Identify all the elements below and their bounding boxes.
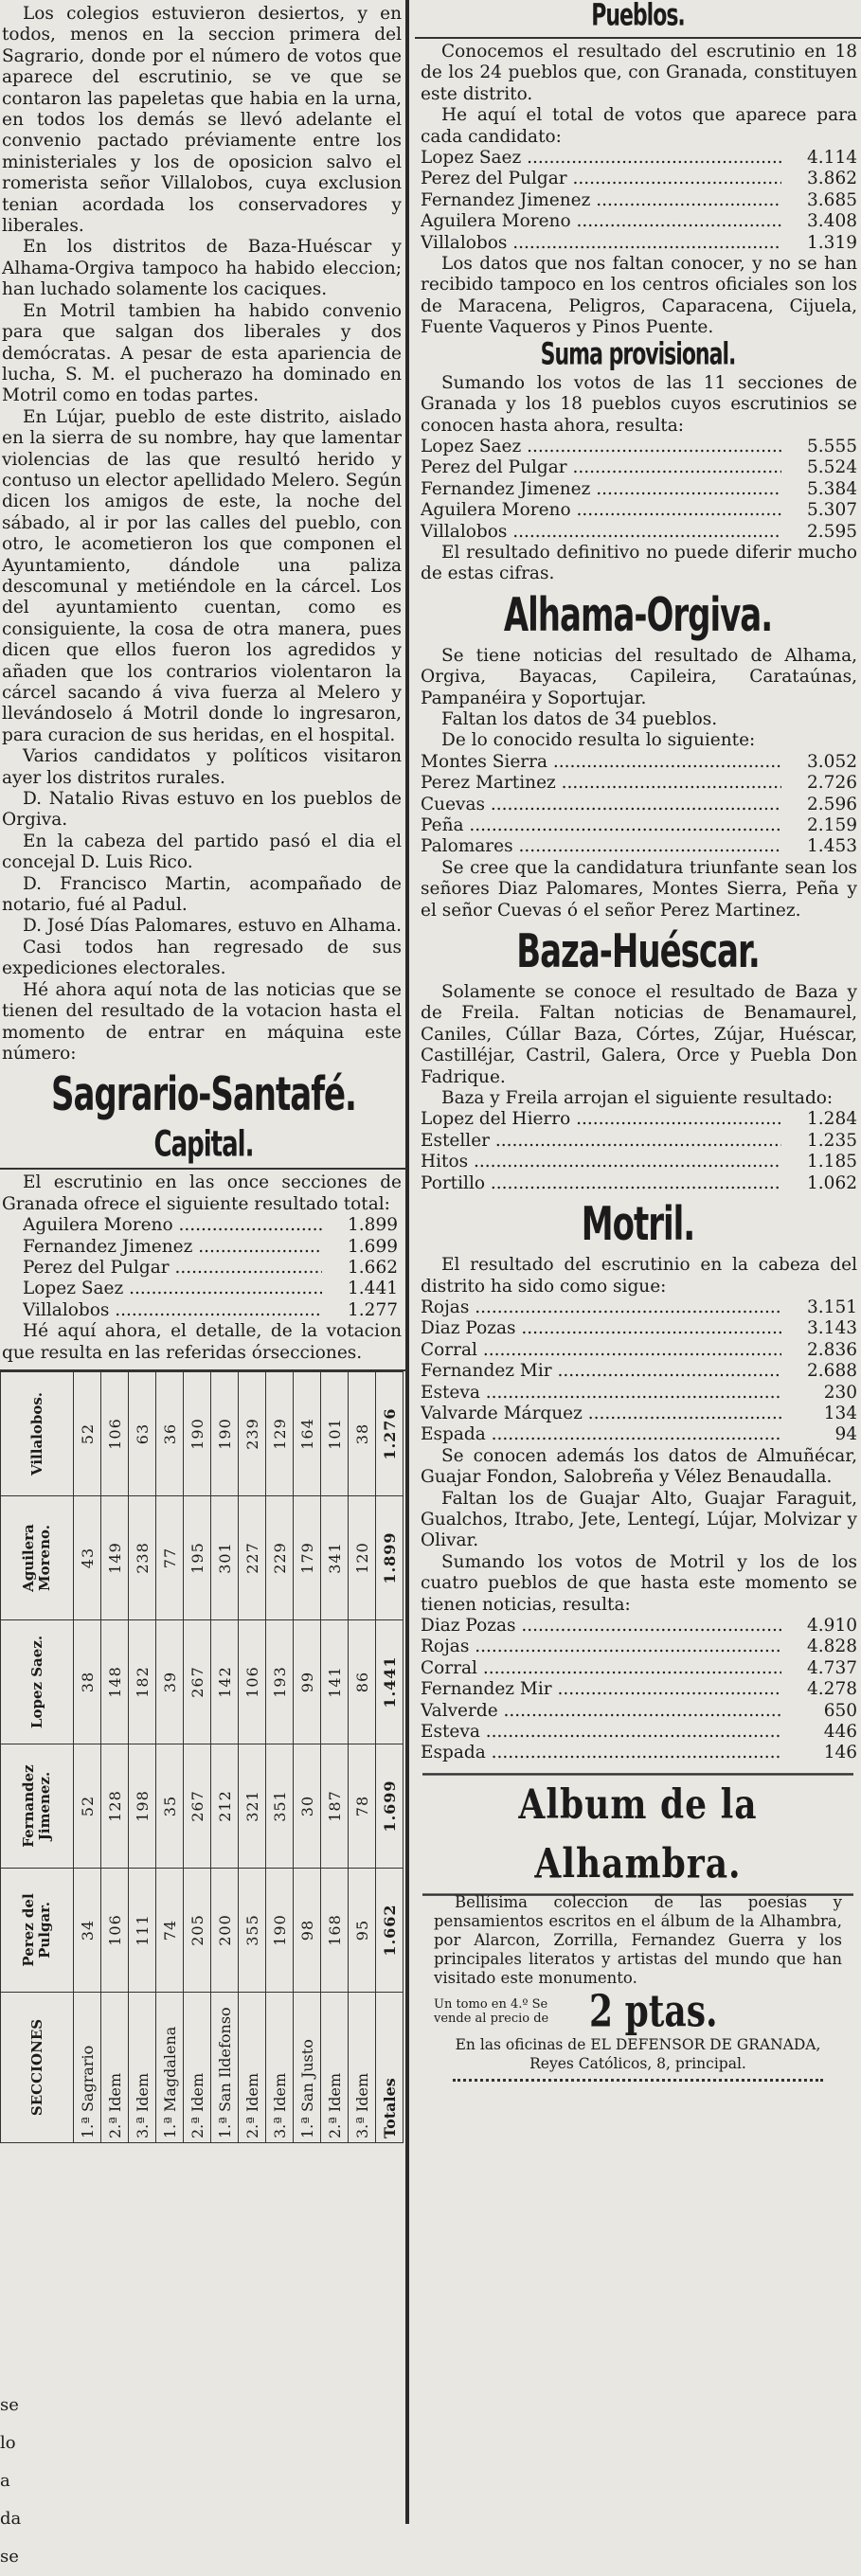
- vote-count: 3.408: [807, 211, 857, 232]
- vote-count: 4.114: [807, 148, 857, 169]
- vote-cell: 164: [294, 1371, 321, 1495]
- column-header: Aguilera Moreno.: [1, 1495, 74, 1619]
- vote-cell: 195: [184, 1495, 211, 1619]
- table-row: [349, 1371, 376, 2142]
- candidate-name: Rojas .....: [421, 1297, 781, 1318]
- table-row: [129, 1371, 156, 2142]
- vote-count: 1.284: [807, 1109, 857, 1130]
- vote-row: [415, 1424, 861, 1445]
- vote-count: 5.384: [807, 478, 857, 499]
- candidate-name: Fernandez Jimenez .....: [421, 479, 781, 500]
- vote-cell: 190: [184, 1371, 211, 1495]
- vote-row: [0, 1215, 407, 1236]
- vote-cell: 111: [129, 1868, 156, 1992]
- vote-count: 1.235: [807, 1130, 857, 1151]
- vote-row: [0, 1300, 407, 1321]
- vote-cell: 148: [101, 1619, 129, 1744]
- candidate-name: Aguilera Moreno .....: [23, 1215, 322, 1236]
- vote-count: 2.688: [807, 1361, 857, 1382]
- vote-row: [415, 836, 861, 857]
- total-cell: 1.441: [376, 1619, 404, 1744]
- vote-cell: 35: [156, 1744, 184, 1868]
- candidate-name: Diaz Pozas .....: [421, 1318, 781, 1339]
- ad-address: Reyes Católicos, 8, principal.: [529, 2054, 746, 2072]
- paragraph: Casi todos han regresado de sus expediciones electorales.: [2, 937, 402, 979]
- vote-cell: 205: [184, 1868, 211, 1992]
- vote-row: [415, 752, 861, 773]
- candidate-name: Diaz Pozas .....: [421, 1616, 781, 1637]
- candidate-name: Perez del Pulgar .....: [421, 169, 781, 189]
- paragraph: El resultado del escrutinio en la cabeza del distrito ha sido como sigue:: [421, 1255, 857, 1297]
- candidate-name: Aguilera Moreno .....: [421, 500, 781, 521]
- paragraph: En Motril tambien ha habido convenio para que salgan dos liberales y dos demócratas. A pesar de esta apariencia de lucha, S. M. el pucherazo ha dominado en Motril como en todas partes.: [2, 300, 402, 406]
- section-cell: 2.ª Idem: [101, 1992, 129, 2142]
- vote-count: 2.726: [807, 773, 857, 794]
- vote-row: [415, 211, 861, 232]
- left-column: [0, 0, 407, 2567]
- paragraph: D. Natalio Rivas estuvo en los pueblos de Orgiva.: [2, 789, 402, 831]
- vote-cell: 98: [294, 1868, 321, 1992]
- vote-cell: 77: [156, 1495, 184, 1619]
- vote-row: [415, 1383, 861, 1404]
- table-row: [101, 1371, 129, 2142]
- vote-count: 134: [823, 1403, 857, 1423]
- vote-cell: 190: [266, 1868, 294, 1992]
- candidate-name: Perez Martinez .....: [421, 773, 781, 794]
- vote-count: 4.910: [807, 1616, 857, 1636]
- vote-cell: 142: [211, 1619, 239, 1744]
- table-header-row: [1, 1371, 74, 2142]
- ad-price-row: [415, 1985, 861, 2038]
- vote-row: [415, 522, 861, 543]
- vote-row: [415, 1637, 861, 1657]
- vote-row: [415, 1361, 861, 1382]
- table-row: [184, 1371, 211, 2142]
- candidate-name: Fernandez Mir .....: [421, 1679, 781, 1700]
- vote-cell: 238: [129, 1495, 156, 1619]
- vote-cell: 99: [294, 1619, 321, 1744]
- vote-row: [415, 1131, 861, 1152]
- vote-row: [415, 1658, 861, 1679]
- candidate-name: Fernandez Jimenez .....: [23, 1237, 322, 1258]
- vote-cell: 212: [211, 1744, 239, 1868]
- pueblos-vote-list: [415, 148, 861, 254]
- table-row: [321, 1371, 349, 2142]
- vote-cell: 301: [211, 1495, 239, 1619]
- candidate-name: Cuevas .....: [421, 795, 781, 815]
- vote-cell: 267: [184, 1619, 211, 1744]
- vote-count: 650: [823, 1700, 857, 1721]
- paragraph: El escrutinio en las once secciones de Granada ofrece el siguiente resultado total:: [2, 1172, 402, 1214]
- table-row: [74, 1371, 101, 2142]
- vote-cell: 168: [321, 1868, 349, 1992]
- vote-cell: 229: [266, 1495, 294, 1619]
- paragraph: En la cabeza del partido pasó el dia el concejal D. Luis Rico.: [2, 831, 402, 873]
- section-heading-motril: Motril.: [581, 1197, 695, 1253]
- suma-vote-list: [415, 437, 861, 543]
- total-cell: 1.662: [376, 1868, 404, 1992]
- fringe-text: se: [0, 2395, 19, 2415]
- candidate-name: Espada .....: [421, 1424, 781, 1445]
- candidate-name: Portillo .....: [421, 1173, 781, 1194]
- vote-count: 4.278: [807, 1679, 857, 1700]
- paragraph: El resultado definitivo no puede diferir mucho de estas cifras.: [421, 542, 857, 584]
- paragraph: D. José Días Palomares, estuvo en Alhama.: [23, 916, 402, 937]
- vote-count: 3.685: [807, 189, 857, 210]
- vote-count: 5.524: [807, 457, 857, 478]
- column-header: Villalobos.: [1, 1371, 74, 1495]
- vote-cell: 179: [294, 1495, 321, 1619]
- right-column: [415, 0, 861, 2082]
- vote-cell: 52: [74, 1744, 101, 1868]
- table-row: [266, 1371, 294, 2142]
- section-cell: 3.ª Idem: [349, 1992, 376, 2142]
- section-cell: 1.ª San Ildefonso: [211, 1992, 239, 2142]
- vote-count: 3.143: [807, 1318, 857, 1339]
- vote-cell: 86: [349, 1619, 376, 1744]
- fringe-text: a: [0, 2471, 10, 2491]
- vote-cell: 74: [156, 1868, 184, 1992]
- vote-cell: 106: [101, 1371, 129, 1495]
- vote-cell: 149: [101, 1495, 129, 1619]
- motril-vote-list: [415, 1297, 861, 1446]
- subheading-capital: Capital.: [153, 1124, 254, 1167]
- paragraph: Se conocen además los datos de Almuñécar, Guajar Fondon, Salobreña y Vélez Benaudalla.: [421, 1445, 857, 1488]
- candidate-name: Espada .....: [421, 1743, 781, 1763]
- section-cell: 2.ª Idem: [321, 1992, 349, 2142]
- paragraph: Varios candidatos y políticos visitaron ayer los distritos rurales.: [2, 746, 402, 788]
- paragraph: Sumando los votos de Motril y los de los cuatro pueblos de que hasta este momento se tienen noticias, resulta:: [421, 1551, 857, 1615]
- vote-row: [0, 1279, 407, 1299]
- vote-cell: 95: [349, 1868, 376, 1992]
- fringe-text: se: [0, 2547, 19, 2567]
- vote-count: 1.062: [807, 1172, 857, 1193]
- candidate-name: Corral .....: [421, 1340, 781, 1361]
- section-cell: 3.ª Idem: [266, 1992, 294, 2142]
- vote-row: [415, 479, 861, 500]
- vote-row: [415, 1318, 861, 1339]
- vote-cell: 267: [184, 1744, 211, 1868]
- ad-title: Album de la Alhambra.: [422, 1773, 853, 1896]
- candidate-name: Perez del Pulgar .....: [23, 1258, 322, 1279]
- ad-price: 2 ptas.: [589, 1985, 718, 2038]
- vote-cell: 38: [74, 1619, 101, 1744]
- table-row: [156, 1371, 184, 2142]
- vote-row: [415, 1722, 861, 1743]
- candidate-name: Villalobos .....: [421, 522, 781, 543]
- vote-cell: 38: [349, 1371, 376, 1495]
- candidate-name: Villalobos .....: [23, 1300, 322, 1321]
- vote-row: [415, 169, 861, 189]
- section-cell: 1.ª Sagrario: [74, 1992, 101, 2142]
- candidate-name: Valverde .....: [421, 1701, 781, 1722]
- candidate-name: Palomares .....: [421, 836, 781, 857]
- vote-count: 146: [823, 1743, 857, 1763]
- section-heading-pueblos: Pueblos.: [591, 0, 685, 34]
- candidate-name: Villalobos .....: [421, 233, 781, 254]
- vote-count: 2.159: [807, 815, 857, 835]
- paragraph: Sumando los votos de las 11 secciones de Granada y los 18 pueblos cuyos escrutinios se conocen hasta ahora, resulta:: [421, 372, 857, 436]
- vote-cell: 106: [101, 1868, 129, 1992]
- paragraph: Solamente se conoce el resultado de Baza y de Freila. Faltan noticias de Benamaurel, Caniles, Cúllar Baza, Córtes, Zújar, Huéscar, Castilléjar, Castril, Galera, Orce y Puebla Don Fadrique.: [421, 982, 857, 1087]
- vote-cell: 193: [266, 1619, 294, 1744]
- vote-row: [0, 1258, 407, 1279]
- vote-cell: 239: [239, 1371, 266, 1495]
- candidate-name: Perez del Pulgar .....: [421, 457, 781, 478]
- vote-cell: 141: [321, 1619, 349, 1744]
- ad-price-note: Un tomo en 4.º Se vende al precio de: [434, 1996, 549, 2026]
- section-heading-alhama: Alhama-Orgiva.: [503, 587, 773, 643]
- paragraph: Hé aquí ahora, el detalle, de la votacion que resulta en las referidas órsecciones.: [2, 1321, 402, 1363]
- table-row: [294, 1371, 321, 2142]
- vote-cell: 355: [239, 1868, 266, 1992]
- vote-row: [415, 1152, 861, 1172]
- vote-cell: 36: [156, 1371, 184, 1495]
- candidate-name: Corral .....: [421, 1658, 781, 1679]
- alhama-vote-list: [415, 752, 861, 858]
- vote-count: 3.151: [807, 1297, 857, 1317]
- column-header: SECCIONES: [1, 1992, 74, 2142]
- section-cell: 3.ª Idem: [129, 1992, 156, 2142]
- fringe-text: lo: [0, 2433, 16, 2453]
- vote-count: 3.862: [807, 169, 857, 189]
- vote-row: [415, 437, 861, 457]
- vote-cell: 321: [239, 1744, 266, 1868]
- vote-count: 1.185: [807, 1152, 857, 1172]
- candidate-name: Esteller .....: [421, 1131, 781, 1152]
- vote-cell: 120: [349, 1495, 376, 1619]
- vote-count: 1.319: [807, 232, 857, 253]
- candidate-name: Fernandez Mir .....: [421, 1361, 781, 1382]
- results-table: [0, 1371, 404, 2143]
- cropped-column-fringe: [0, 2387, 38, 2576]
- candidate-name: Lopez Saez .....: [421, 148, 781, 169]
- vote-row: [415, 795, 861, 815]
- vote-count: 1.277: [348, 1299, 398, 1320]
- vote-cell: 106: [239, 1619, 266, 1744]
- vote-row: [415, 190, 861, 211]
- vote-count: 2.596: [807, 794, 857, 814]
- ad-sold-at: En las oficinas de EL DEFENSOR DE GRANADA,: [455, 2035, 821, 2053]
- vote-cell: 78: [349, 1744, 376, 1868]
- vote-count: 2.595: [807, 521, 857, 542]
- candidate-name: Lopez Saez .....: [421, 437, 781, 457]
- candidate-name: Lopez del Hierro .....: [421, 1109, 781, 1130]
- vote-row: [415, 1109, 861, 1130]
- paragraph: Conocemos el resultado del escrutinio en 18 de los 24 pueblos que, con Granada, constituyen este distrito.: [421, 42, 857, 104]
- vote-row: [415, 815, 861, 836]
- candidate-name: Esteva .....: [421, 1383, 781, 1404]
- vote-count: 4.737: [807, 1657, 857, 1678]
- vote-cell: 43: [74, 1495, 101, 1619]
- vote-cell: 200: [211, 1868, 239, 1992]
- vote-cell: 198: [129, 1744, 156, 1868]
- paragraph: Los colegios estuvieron desiertos, y en todos, menos en la seccion primera del Sagrario, donde por el número de votos que aparece del escrutinio, se ve que se contaron las papeletas que habia en la urna, en todos los demás se llevó adelante el convenio pactado préviamente entre los ministeriales y los de oposicion salvo el romerista señor Villalobos, cuya exclusion tenian acordada los conservadores y liberales.: [2, 4, 402, 237]
- paragraph: Hé ahora aquí nota de las noticias que se tienen del resultado de la votacion hasta el momento de entrar en máquina este número:: [2, 979, 402, 1064]
- vote-row: [415, 1743, 861, 1763]
- total-cell: 1.899: [376, 1495, 404, 1619]
- section-cell: 1.ª San Justo: [294, 1992, 321, 2142]
- vote-cell: 52: [74, 1371, 101, 1495]
- candidate-name: Montes Sierra .....: [421, 752, 781, 773]
- candidate-name: Valvarde Márquez .....: [421, 1404, 781, 1424]
- results-table-wrapper: [0, 1369, 407, 2143]
- candidate-name: Fernandez Jimenez .....: [421, 190, 781, 211]
- vote-count: 1.441: [348, 1279, 398, 1299]
- vote-cell: 187: [321, 1744, 349, 1868]
- paragraph: Baza y Freila arrojan el siguiente resultado:: [441, 1088, 834, 1109]
- totals-row: [376, 1371, 404, 2142]
- vote-cell: 63: [129, 1371, 156, 1495]
- vote-count: 5.555: [807, 436, 857, 456]
- vote-cell: 190: [211, 1371, 239, 1495]
- vote-cell: 341: [321, 1495, 349, 1619]
- capital-vote-list: [0, 1215, 407, 1321]
- vote-count: 1.662: [348, 1257, 398, 1278]
- section-cell: 2.ª Idem: [239, 1992, 266, 2142]
- vote-row: [415, 773, 861, 794]
- vote-row: [415, 1297, 861, 1318]
- vote-row: [415, 1701, 861, 1722]
- paragraph: Se tiene noticias del resultado de Alhama, Orgiva, Bayacas, Capileira, Carataúnas, Pampanéira y Soportujar.: [421, 645, 857, 708]
- table-row: [239, 1371, 266, 2142]
- vote-count: 230: [823, 1382, 857, 1403]
- candidate-name: Lopez Saez .....: [23, 1279, 322, 1299]
- paragraph: Se cree que la candidatura triunfante sean los señores Diaz Palomares, Montes Sierra, Peña y el señor Cuevas ó el señor Perez Martinez.: [421, 857, 857, 921]
- vote-row: [415, 148, 861, 169]
- total-cell: 1.699: [376, 1744, 404, 1868]
- column-header: Fernandez Jimenez.: [1, 1744, 74, 1868]
- advertisement: [415, 1780, 861, 2082]
- ad-bottom-border: [453, 2079, 823, 2082]
- vote-row: [415, 457, 861, 478]
- section-cell: 1.ª Magdalena: [156, 1992, 184, 2142]
- vote-cell: 101: [321, 1371, 349, 1495]
- vote-cell: 128: [101, 1744, 129, 1868]
- vote-row: [415, 233, 861, 254]
- vote-count: 5.307: [807, 500, 857, 521]
- candidate-name: Peña .....: [421, 815, 781, 836]
- vote-count: 3.052: [807, 751, 857, 772]
- paragraph: Los datos que nos faltan conocer, y no se han recibido tampoco en los centros oficiales son los de Maracena, Peligros, Caparacena, Cijuela, Fuente Vaqueros y Pinos Puente.: [421, 254, 857, 338]
- section-heading-sagrario: Sagrario-Santafé.: [51, 1067, 356, 1123]
- table-row: [211, 1371, 239, 2142]
- section-heading-suma: Suma provisional.: [540, 337, 736, 373]
- motril-total-vote-list: [415, 1616, 861, 1764]
- candidate-name: Hitos .....: [421, 1152, 781, 1172]
- candidate-name: Esteva .....: [421, 1722, 781, 1743]
- paragraph: He aquí el total de votos que aparece para cada candidato:: [421, 105, 857, 147]
- vote-count: 94: [834, 1424, 857, 1445]
- total-cell: 1.276: [376, 1371, 404, 1495]
- vote-count: 1.453: [807, 836, 857, 857]
- column-header: Lopez Saez.: [1, 1619, 74, 1744]
- ad-body: Bellísima coleccion de las poesías y pensamientos escritos en el álbum de la Alhambra, por Alarcon, Zorrilla, Fernandez Guerra y los principales literatos y artistas del mundo que han visitado este monumento.: [434, 1892, 842, 1987]
- vote-cell: 182: [129, 1619, 156, 1744]
- vote-cell: 30: [294, 1744, 321, 1868]
- paragraph: D. Francisco Martin, acompañado de notario, fué al Padul.: [2, 873, 402, 916]
- vote-count: 2.836: [807, 1339, 857, 1360]
- vote-row: [415, 1679, 861, 1700]
- vote-row: [415, 500, 861, 521]
- paragraph: De lo conocido resulta lo siguiente:: [441, 730, 756, 751]
- vote-row: [415, 1404, 861, 1424]
- candidate-name: Aguilera Moreno .....: [421, 211, 781, 232]
- vote-row: [0, 1237, 407, 1258]
- vote-row: [415, 1616, 861, 1637]
- paragraph: Faltan los de Guajar Alto, Guajar Faraguit, Gualchos, Itrabo, Jete, Lentegí, Lújar, Molvizar y Olivar.: [421, 1488, 857, 1551]
- vote-count: 4.828: [807, 1637, 857, 1657]
- paragraph: En Lújar, pueblo de este distrito, aislado en la sierra de su nombre, hay que lamentar violencias de las que resultó herido y contuso un elector apellidado Melero. Según dicen los amigos de este, la noche del sábado, al ir por las calles del pueblo, con otro, le acometieron los que componen el Ayuntamiento, dándole una paliza descomunal y metiéndole en la cárcel. Los del ayuntamiento cuentan, como es consiguiente, la cosa de otra manera, pues dicen que ellos fueron los agredidos y añaden que los contrarios violentaron la cárcel sacando á viva fuerza al Melero y llevándoselo á Motril donde lo ingresaron, para curacion de sus heridas, en el hospital.: [2, 406, 402, 745]
- vote-count: 446: [823, 1722, 857, 1743]
- vote-count: 1.899: [348, 1215, 398, 1236]
- vote-cell: 351: [266, 1744, 294, 1868]
- totals-label: Totales: [376, 1992, 404, 2142]
- vote-count: 1.699: [348, 1236, 398, 1257]
- column-header: Perez del Pulgar.: [1, 1868, 74, 1992]
- fringe-text: da: [0, 2509, 22, 2529]
- vote-cell: 39: [156, 1619, 184, 1744]
- vote-cell: 34: [74, 1868, 101, 1992]
- section-heading-baza: Baza-Huéscar.: [516, 924, 760, 980]
- paragraph: Faltan los datos de 34 pueblos.: [441, 708, 718, 729]
- vote-row: [415, 1340, 861, 1361]
- candidate-name: Rojas .....: [421, 1637, 781, 1657]
- vote-cell: 227: [239, 1495, 266, 1619]
- vote-cell: 129: [266, 1371, 294, 1495]
- section-cell: 2.ª Idem: [184, 1992, 211, 2142]
- paragraph: En los distritos de Baza-Huéscar y Alhama-Orgiva tampoco ha habido eleccion; han luchado solamente los caciques.: [2, 237, 402, 300]
